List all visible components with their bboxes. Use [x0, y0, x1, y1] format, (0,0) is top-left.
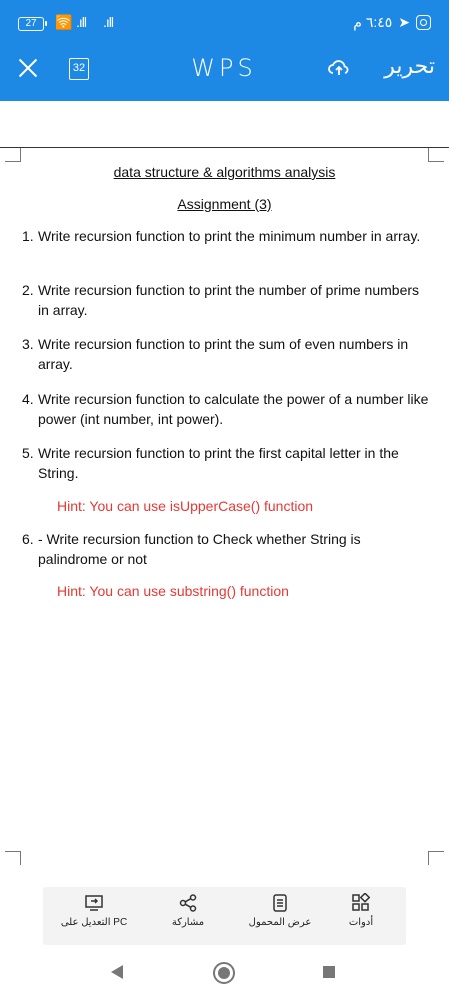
hint-text: Hint: You can use substring() function	[57, 583, 289, 599]
course-title: data structure & algorithms analysis	[113, 164, 336, 180]
wifi-icon: 🛜	[55, 14, 72, 30]
status-time: ٦:٤٥ م	[353, 14, 393, 30]
crop-mark	[5, 148, 21, 162]
signal-icon-2: .ıll	[103, 14, 113, 30]
recent-apps-icon[interactable]	[323, 966, 335, 978]
document-view[interactable]	[0, 101, 449, 881]
status-bar	[0, 0, 449, 44]
page-count-button[interactable]: 32	[69, 58, 89, 80]
crop-mark	[5, 851, 21, 865]
instagram-icon	[416, 15, 431, 30]
edit-button[interactable]: تحرير	[384, 54, 435, 79]
question-item: 3. Write recursion function to print the sum of even numbers in array.	[22, 336, 409, 372]
crop-mark	[428, 851, 444, 865]
wps-logo: WPS	[191, 54, 257, 82]
pc-transfer-icon	[84, 893, 104, 913]
signal-icon: .ıll	[76, 14, 86, 30]
tools-button[interactable]	[316, 893, 406, 928]
app-header	[0, 0, 449, 101]
assignment-title: Assignment (3)	[177, 196, 272, 212]
home-icon[interactable]	[213, 962, 235, 984]
tools-label: أدوات	[348, 917, 374, 928]
mobile-view-button[interactable]	[235, 893, 325, 928]
bottom-toolbar	[43, 887, 406, 945]
crop-mark	[428, 148, 444, 162]
share-button[interactable]	[143, 893, 233, 928]
navigation-arrow-icon: ➤	[398, 14, 410, 30]
question-item: 5. Write recursion function to print the first capital letter in the String.	[22, 445, 399, 481]
close-icon[interactable]	[16, 56, 40, 80]
cloud-upload-icon[interactable]	[327, 56, 351, 80]
share-label: مشاركة	[171, 917, 205, 928]
hint-text: Hint: You can use isUpperCase() function	[57, 498, 314, 514]
mobile-view-label: عرض المحمول	[248, 917, 312, 928]
page-divider	[0, 147, 449, 148]
question-item: 4. Write recursion function to calculate the power of a number like power (int number, int power).	[22, 391, 429, 427]
question-item: 2. Write recursion function to print the number of prime numbers in array.	[22, 282, 420, 318]
edit-on-pc-button[interactable]	[49, 893, 139, 928]
tools-grid-icon	[351, 893, 371, 913]
question-item: 6. - Write recursion function to Check whether String is palindrome or not	[22, 531, 361, 567]
status-right	[353, 14, 431, 31]
edit-on-pc-label: التعديل على PC	[60, 917, 128, 928]
mobile-view-icon	[270, 893, 290, 913]
share-icon	[178, 893, 198, 913]
battery-indicator: 27	[18, 17, 44, 31]
back-icon[interactable]	[111, 965, 123, 979]
system-nav-bar	[0, 945, 449, 999]
question-item: 1. Write recursion function to print the minimum number in array.	[22, 228, 421, 244]
